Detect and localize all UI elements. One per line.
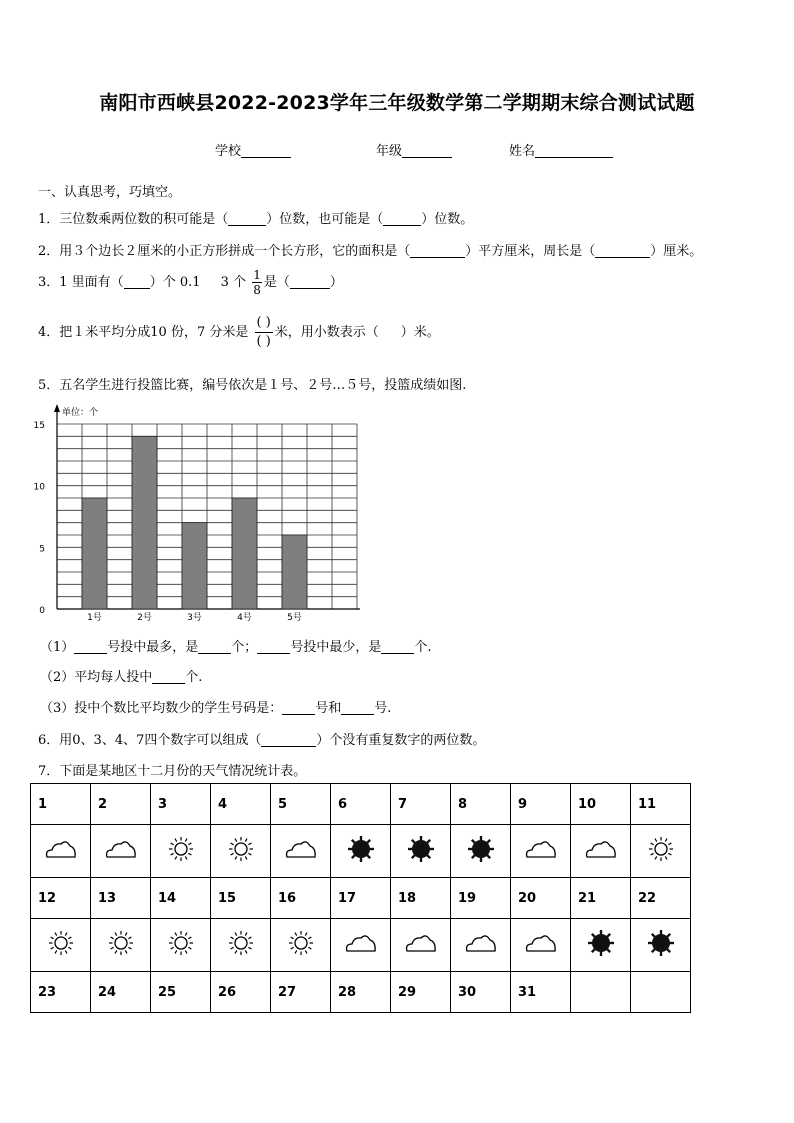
name-label: 姓名 xyxy=(509,144,536,159)
x-tick-label: 5号 xyxy=(287,613,302,623)
y-tick-label: 10 xyxy=(33,482,45,493)
question-3: 3．1 里面有（ ）个 0.1 3 个 $\frac{1}{8}$ 是（ ） xyxy=(38,268,343,297)
y-tick-label: 5 xyxy=(39,544,45,555)
sun-icon xyxy=(151,825,211,878)
question-5-1: （1） 号投中最多，是 个； 号投中最少，是 个. xyxy=(40,640,432,655)
day-cell: 2 xyxy=(91,784,151,825)
day-cell: 11 xyxy=(631,784,691,825)
day-cell: 17 xyxy=(331,878,391,919)
answer-blank[interactable] xyxy=(228,211,266,226)
day-cell xyxy=(631,972,691,1013)
answer-blank[interactable] xyxy=(290,274,330,289)
question-7: 7．下面是某地区十二月份的天气情况统计表。 xyxy=(38,764,307,779)
bar-5 xyxy=(282,535,307,609)
day-cell: 3 xyxy=(151,784,211,825)
sun-icon xyxy=(151,919,211,972)
section-heading: 一、认真思考，巧填空。 xyxy=(38,185,182,200)
answer-blank[interactable] xyxy=(383,211,421,226)
cloud-icon xyxy=(91,825,151,878)
day-cell: 23 xyxy=(31,972,91,1013)
day-cell: 6 xyxy=(331,784,391,825)
cloud-icon xyxy=(31,825,91,878)
cloud-icon xyxy=(391,919,451,972)
day-cell: 13 xyxy=(91,878,151,919)
cloud-icon xyxy=(331,919,391,972)
day-cell: 24 xyxy=(91,972,151,1013)
bar-3 xyxy=(182,523,207,609)
school-field[interactable] xyxy=(215,140,291,159)
bar-4 xyxy=(232,498,257,609)
question-5-3: （3）投中个数比平均数少的学生号码是： 号和 号. xyxy=(40,701,392,716)
answer-blank[interactable] xyxy=(410,243,465,258)
day-cell: 9 xyxy=(511,784,571,825)
day-cell: 14 xyxy=(151,878,211,919)
cloud-icon xyxy=(271,825,331,878)
day-cell xyxy=(571,972,631,1013)
cloud-icon xyxy=(511,919,571,972)
cloud-icon xyxy=(571,825,631,878)
sun-icon xyxy=(31,919,91,972)
day-cell: 26 xyxy=(211,972,271,1013)
day-cell: 1 xyxy=(31,784,91,825)
sun-icon xyxy=(91,919,151,972)
y-axis-arrow xyxy=(54,404,60,412)
x-tick-label: 1号 xyxy=(87,613,102,623)
weather-table xyxy=(30,783,691,1013)
grade-field[interactable] xyxy=(376,140,452,159)
day-cell: 21 xyxy=(571,878,631,919)
day-cell: 27 xyxy=(271,972,331,1013)
fraction: $\frac{1}{8}$ xyxy=(253,268,261,297)
cloud-icon xyxy=(451,919,511,972)
day-cell: 16 xyxy=(271,878,331,919)
bar-chart xyxy=(30,400,360,625)
snow-icon xyxy=(331,825,391,878)
sun-icon xyxy=(211,825,271,878)
y-tick-label: 15 xyxy=(33,421,45,431)
x-tick-label: 4号 xyxy=(237,613,252,623)
grade-label: 年级 xyxy=(376,144,403,159)
y-tick-label: 0 xyxy=(39,606,45,616)
day-cell: 15 xyxy=(211,878,271,919)
snow-icon xyxy=(631,919,691,972)
school-label: 学校 xyxy=(215,144,242,159)
day-cell: 12 xyxy=(31,878,91,919)
day-cell: 28 xyxy=(331,972,391,1013)
day-cell: 30 xyxy=(451,972,511,1013)
day-cell: 19 xyxy=(451,878,511,919)
snow-icon xyxy=(391,825,451,878)
snow-icon xyxy=(571,919,631,972)
day-cell: 20 xyxy=(511,878,571,919)
day-cell: 25 xyxy=(151,972,211,1013)
sun-icon xyxy=(271,919,331,972)
page-title: 南阳市西峡县2022-2023学年三年级数学第二学期期末综合测试试题 xyxy=(99,92,695,114)
question-2: 2．用３个边长２厘米的小正方形拼成一个长方形，它的面积是（ ）平方厘米，周长是（ ）厘米。 xyxy=(38,244,703,259)
question-5: 5．五名学生进行投篮比赛，编号依次是１号、２号…５号，投篮成绩如图. xyxy=(38,378,467,393)
bar-2 xyxy=(132,436,157,609)
day-cell: 5 xyxy=(271,784,331,825)
day-cell: 4 xyxy=(211,784,271,825)
question-1: 1．三位数乘两位数的积可能是（ ）位数，也可能是（ ）位数。 xyxy=(38,212,474,227)
day-cell: 18 xyxy=(391,878,451,919)
question-5-2: （2）平均每人投中 个. xyxy=(40,670,203,685)
day-cell: 29 xyxy=(391,972,451,1013)
answer-blank[interactable] xyxy=(124,274,150,289)
cloud-icon xyxy=(511,825,571,878)
chart-unit-label: 单位：个 xyxy=(62,408,99,418)
name-field[interactable] xyxy=(509,140,613,159)
bar-1 xyxy=(82,498,107,609)
sun-icon xyxy=(211,919,271,972)
answer-blank[interactable] xyxy=(595,243,650,258)
x-tick-label: 2号 xyxy=(137,613,152,623)
sun-icon xyxy=(631,825,691,878)
day-cell: 7 xyxy=(391,784,451,825)
snow-icon xyxy=(451,825,511,878)
day-cell: 22 xyxy=(631,878,691,919)
day-cell: 10 xyxy=(571,784,631,825)
day-cell: 8 xyxy=(451,784,511,825)
fraction-blank[interactable]: ( ) ( ) xyxy=(256,315,271,349)
question-6: 6．用0、3、4、7四个数字可以组成（ ）个没有重复数字的两位数。 xyxy=(38,733,486,748)
question-4: 4．把１米平均分成10 份，7 分米是 ( ) ( ) 米，用小数表示（ ）米。 xyxy=(38,315,440,349)
answer-blank[interactable] xyxy=(261,732,316,747)
x-tick-label: 3号 xyxy=(187,613,202,623)
day-cell: 31 xyxy=(511,972,571,1013)
